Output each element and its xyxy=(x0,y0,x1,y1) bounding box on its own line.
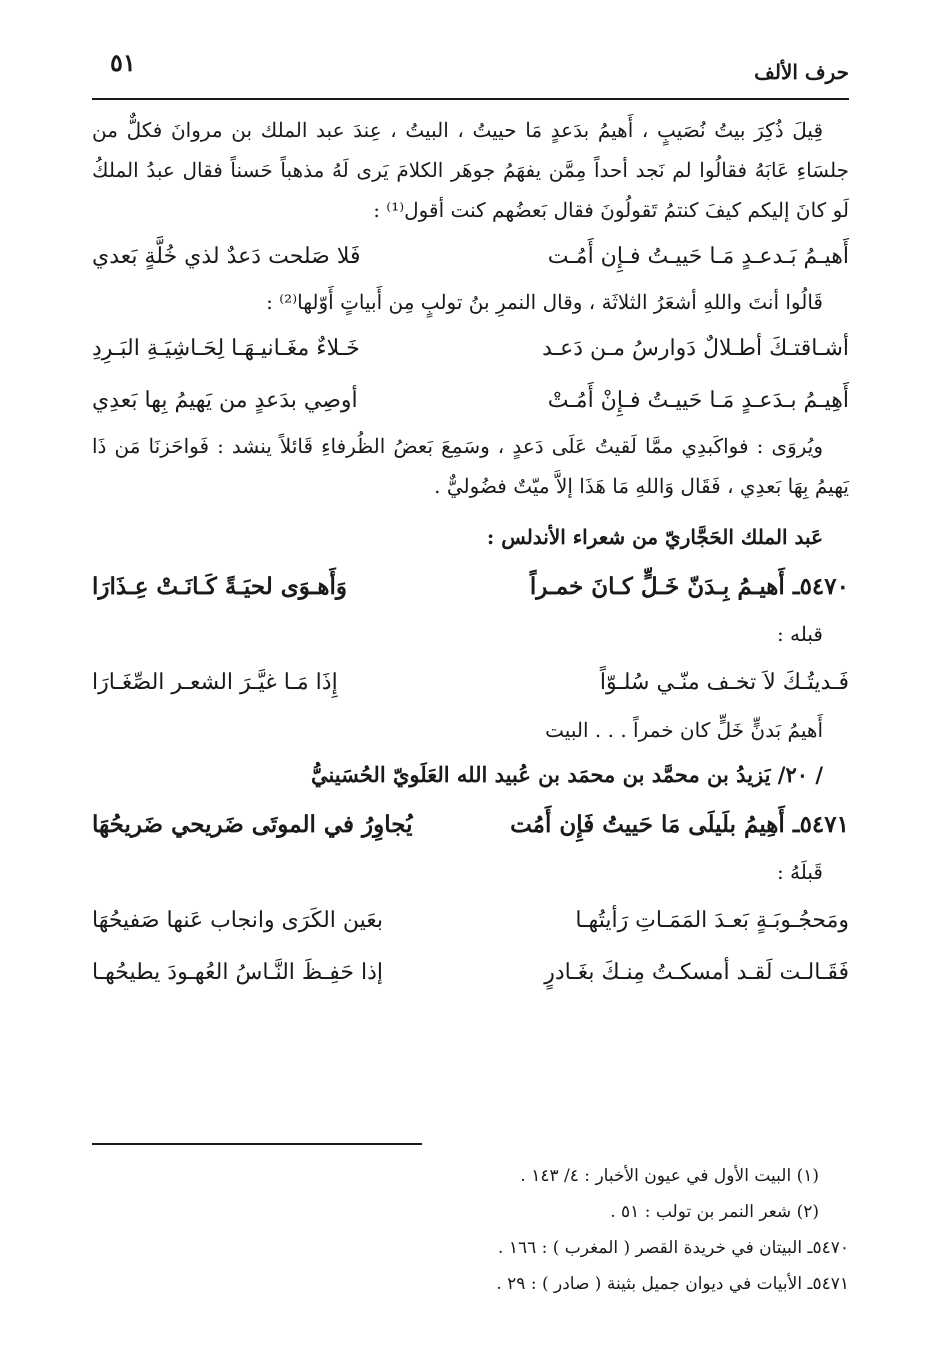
running-title: حرف الألف xyxy=(754,60,849,84)
verse-first-hemistich: أَهِيـمُ بـدَعـدٍ مَـا حَييـتُ فـإِنْ أَمُـتْ xyxy=(547,387,849,413)
verse-first-hemistich: ٥٤٧٠ـ أَهيـمُ بِـدَنّ خَـلٍّ كـانَ خمـراً xyxy=(529,572,849,600)
intro-paragraph-2: قَالُوا أنتَ واللهِ أشعَرُ الثلاثَة ، وقال النمرِ بنُ تولبٍ مِن أَبياتٍ أَوّلها⁽²⁾ : xyxy=(266,290,823,314)
footnote: (٢) شعر النمر بن تولب : ٥١ . xyxy=(610,1202,819,1222)
page-header xyxy=(92,46,849,96)
verse-second-hemistich: أوصِي بدَعدٍ من يَهيمُ بِها بَعدِي xyxy=(92,387,358,413)
numbered-verse xyxy=(92,798,849,850)
verse-second-hemistich: بعَين الكَرَى وانجاب عَنها صَفيحُهَا xyxy=(92,907,383,933)
verse-second-hemistich: إذا حَفِـظَ النَّـاسُ العُهـودَ يطيحُهـا xyxy=(92,959,383,985)
verse-line xyxy=(92,946,849,998)
footnotes xyxy=(92,1158,849,1302)
verse-first-hemistich: أَهيـمُ بَـدعـدٍ مَـا حَييـتُ فـإِن أَمُـت xyxy=(547,243,849,269)
verse-second-hemistich: فَلا صَلحت دَعدٌ لذي خُلَّةٍ بَعدي xyxy=(92,243,361,269)
verse-first-hemistich: فَـديتُـكَ لاَ تخـف منّـي سُلـوّاً xyxy=(599,669,849,695)
section-heading: / ٢٠/ يَزيدُ بن محمَّد بن محمَد بن عُبيد الله العَلَويّ الحُسَينيُّ xyxy=(310,762,823,787)
verse-line xyxy=(92,894,849,946)
verse-second-hemistich: خَـلاءٌ مغَـانيـهَـا لِحَـاشِيَـةِ البَـرِدِ xyxy=(92,335,360,361)
before-label: قَبلَهُ : xyxy=(776,860,823,884)
intro-paragraph-3: ويُروَى : فواكَبدِي ممَّا لَقيتُ عَلَى دَعدٍ ، وسَمِعَ بَعضُ الظُرفاءِ قَائلاً ينشد : فَواحَزنَا مَن ذَا يَهيمُ بِهَا بَعدِي ، فَقَال وَاللهِ مَا هَذَا إلاَّ ميّتٌ فضُوليٌّ . xyxy=(92,434,849,498)
intro-paragraph: قِيلَ ذُكِرَ بيتُ نُصَيبٍ ، أَهيمُ بدَعدٍ مَا حييتُ ، البيتُ ، عِندَ عبد الملك بن مروانَ فكلٌّ من جلسَاءِ عَابَهُ فقالُوا لم نَجد أحداً مِمَّن يفهَمُ جوهَر الكلامَ يَرى لَهُ مذهباً حَسناً فقال عبدُ الملكُ لَو كانَ إليكم كيفَ كنتمُ تَقولُونَ فقال بَعضُهم كنت أقول⁽¹⁾ : xyxy=(92,118,849,222)
verse-first-hemistich: فَقَـالـت لَقـد أمسكـتُ مِنـكَ بغَـادرٍ xyxy=(544,959,849,985)
section-heading: عَبد الملك الحَجَّاريّ من شعراء الأندلس : xyxy=(486,525,823,549)
footnote: ٥٤٧١ـ الأبيات في ديوان جميل بثينة ( صادر ) : ٢٩ . xyxy=(496,1274,849,1294)
header-rule xyxy=(92,98,849,100)
verse-first-hemistich: ومَحجُـوبَـةٍ بَعـدَ المَمَـاتِ رَأيتُهـا xyxy=(575,907,849,933)
verse-tail: أَهيمُ بَدنٍّ خَلٍّ كان خمراً . . . البيت xyxy=(545,718,823,742)
before-label: قبله : xyxy=(776,622,823,646)
footnote: (١) البيت الأول في عيون الأخبار : ٤/ ١٤٣ . xyxy=(520,1166,819,1186)
verse-first-hemistich: أشـاقتـكَ أطـلالٌ دَوارسُ مـن دَعـد xyxy=(542,335,849,361)
footnote: ٥٤٧٠ـ البيتان في خريدة القصر ( المغرب ) : ١٦٦ . xyxy=(498,1238,849,1258)
verse-second-hemistich: وَأَهـوَى لحيَـةً كَـانَـتْ عِـذَارَا xyxy=(92,572,347,600)
verse-line xyxy=(92,656,849,708)
verse-second-hemistich: يُجاوِرُ في الموتَى ضَريحي ضَريحُهَا xyxy=(92,810,413,838)
footnote-rule xyxy=(92,1143,422,1145)
spacer xyxy=(92,506,849,514)
numbered-verse xyxy=(92,560,849,612)
page-number: ٥١ xyxy=(110,48,136,77)
verse-first-hemistich: ٥٤٧١ـ أَهِيمُ بلَيلَى مَا حَييتُ فَإِن أَمُت xyxy=(510,810,849,838)
verse-line xyxy=(92,230,849,282)
page-body xyxy=(92,110,849,998)
verse-second-hemistich: إِذَا مَـا غيَّـرَ الشعـر الصِّغَـارَا xyxy=(92,669,338,695)
verse-line xyxy=(92,374,849,426)
verse-line xyxy=(92,322,849,374)
